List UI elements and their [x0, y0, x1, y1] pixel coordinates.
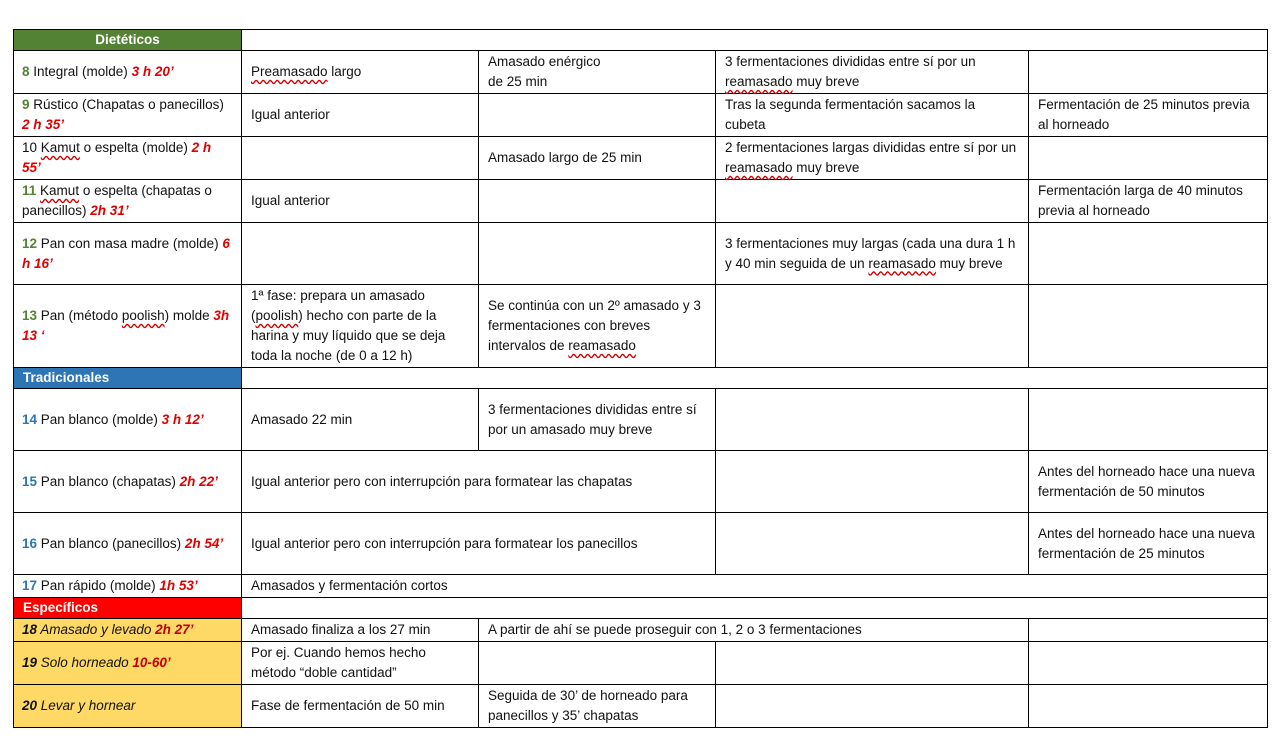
cell — [716, 642, 1029, 685]
table-row — [14, 285, 1268, 368]
program-number: 12 — [22, 235, 38, 251]
program-name: Amasado y levado — [37, 622, 156, 637]
table-row — [14, 389, 1268, 451]
cell: Igual anterior — [242, 94, 479, 137]
cell: A partir de ahí se puede proseguir con 1, 2 o 3 fermentaciones — [479, 619, 1029, 642]
program-time: 3h 13 ‘ — [22, 308, 230, 343]
program-time: 2 h 55’ — [22, 140, 212, 175]
program-number: 20 — [22, 698, 38, 713]
section-header-row — [14, 368, 1268, 389]
cell: Amasado 22 min — [242, 389, 479, 451]
program-cell — [14, 575, 242, 598]
table-row — [14, 642, 1268, 685]
program-time: 10-60’ — [132, 655, 171, 670]
section-label-dieteticos: Dietéticos — [14, 30, 242, 51]
table-row — [14, 223, 1268, 285]
program-name: Pan blanco (molde) — [37, 411, 162, 427]
program-cell: 11 Kamut o espelta (chapatas o panecillos) 2h 31’ — [14, 180, 242, 223]
cell: Fermentación de 25 minutos previa al horneado — [1029, 94, 1268, 137]
cell — [716, 513, 1029, 575]
cell: Amasados y fermentación cortos — [242, 575, 1268, 598]
cell — [1029, 137, 1268, 180]
cell — [1029, 642, 1268, 685]
program-time: 2h 22’ — [179, 473, 218, 489]
cell: Se continúa con un 2º amasado y 3 fermentaciones con breves intervalos de reamasado — [479, 285, 716, 368]
table-row — [14, 451, 1268, 513]
table-row — [14, 94, 1268, 137]
table-row — [14, 575, 1268, 598]
program-number: 18 — [22, 622, 38, 637]
cell: Amasado largo de 25 min — [479, 137, 716, 180]
cell — [1029, 51, 1268, 94]
program-number: 8 — [22, 64, 30, 79]
program-number: 9 — [22, 97, 30, 112]
program-number: 19 — [22, 655, 38, 670]
cell — [716, 451, 1029, 513]
program-cell — [14, 642, 242, 685]
program-name: Solo horneado — [37, 655, 133, 670]
section-header-row — [14, 30, 1268, 51]
program-name: Pan blanco (panecillos) — [37, 535, 185, 551]
table-row — [14, 137, 1268, 180]
cell — [716, 285, 1029, 368]
program-time: 2h 54’ — [184, 535, 224, 551]
section-header-row — [14, 598, 1268, 619]
cell: Amasado finaliza a los 27 min — [242, 619, 479, 642]
cell: Fase de fermentación de 50 min — [242, 685, 479, 728]
program-time: 2h 31’ — [90, 203, 129, 218]
cell: 2 fermentaciones largas divididas entre sí por un reamasado muy breve — [716, 137, 1029, 180]
cell: Amasado enérgico de 25 min — [479, 51, 716, 94]
cell — [242, 137, 479, 180]
cell — [242, 223, 479, 285]
program-cell — [14, 685, 242, 728]
cell — [1029, 685, 1268, 728]
section-filler — [242, 30, 1268, 51]
cell — [479, 94, 716, 137]
program-name: Pan blanco (chapatas) — [37, 473, 180, 489]
program-number: 17 — [22, 578, 38, 593]
program-name: Pan con masa madre (molde) — [37, 235, 223, 251]
program-number: 13 — [22, 308, 38, 323]
cell — [1029, 223, 1268, 285]
cell: Fermentación larga de 40 minutos previa al horneado — [1029, 180, 1268, 223]
table-row — [14, 619, 1268, 642]
table-row — [14, 513, 1268, 575]
program-time: 2 h 35’ — [22, 117, 65, 132]
table-row — [14, 180, 1268, 223]
table-row — [14, 51, 1268, 94]
program-number: 15 — [22, 473, 38, 489]
program-number: 16 — [22, 535, 38, 551]
program-number: 10 — [22, 140, 38, 155]
cell — [479, 180, 716, 223]
bread-programs-table — [13, 29, 1268, 728]
program-number: 14 — [22, 411, 38, 427]
program-cell — [14, 51, 242, 94]
program-cell — [14, 451, 242, 513]
cell — [479, 223, 716, 285]
program-name: Levar y hornear — [37, 698, 136, 713]
cell — [716, 685, 1029, 728]
cell: Seguida de 30’ de horneado para panecillos y 35’ chapatas — [479, 685, 716, 728]
section-filler — [242, 598, 1268, 619]
cell: Igual anterior — [242, 180, 479, 223]
section-filler — [242, 368, 1268, 389]
cell: 3 fermentaciones divididas entre sí por un reamasado muy breve — [716, 51, 1029, 94]
cell: Igual anterior pero con interrupción para formatear los panecillos — [242, 513, 716, 575]
cell: Antes del horneado hace una nueva fermentación de 25 minutos — [1029, 513, 1268, 575]
program-number: 11 — [22, 183, 37, 198]
program-cell — [14, 389, 242, 451]
program-cell — [14, 223, 242, 285]
program-name: Rústico (Chapatas o panecillos) — [29, 97, 224, 112]
program-cell — [14, 513, 242, 575]
cell: Antes del horneado hace una nueva fermentación de 50 minutos — [1029, 451, 1268, 513]
cell: 3 fermentaciones divididas entre sí por un amasado muy breve — [479, 389, 716, 451]
table-row — [14, 685, 1268, 728]
cell — [1029, 285, 1268, 368]
cell: Por ej. Cuando hemos hecho método “doble cantidad” — [242, 642, 479, 685]
program-name: Pan rápido (molde) — [37, 578, 160, 593]
cell — [716, 180, 1029, 223]
program-time: 3 h 12’ — [161, 411, 204, 427]
cell — [716, 389, 1029, 451]
cell: 3 fermentaciones muy largas (cada una dura 1 h y 40 min seguida de un reamasado muy breve — [716, 223, 1029, 285]
cell: Igual anterior pero con interrupción para formatear las chapatas — [242, 451, 716, 513]
cell — [1029, 619, 1268, 642]
cell: Preamasado largo — [242, 51, 479, 94]
section-label-tradicionales: Tradicionales — [14, 368, 242, 389]
program-time: 3 h 20’ — [131, 64, 174, 79]
cell — [479, 642, 716, 685]
program-cell — [14, 619, 242, 642]
cell: Tras la segunda fermentación sacamos la cubeta — [716, 94, 1029, 137]
program-time: 6 h 16’ — [22, 235, 230, 271]
program-time: 2h 27’ — [155, 622, 194, 637]
program-name: Integral (molde) — [29, 64, 132, 79]
cell: 1ª fase: prepara un amasado (poolish) hecho con parte de la harina y muy líquido que se deja toda la noche (de 0 a 12 h) — [242, 285, 479, 368]
program-cell: 13 Pan (método poolish) molde 3h 13 ‘ — [14, 285, 242, 368]
section-label-especificos: Específicos — [14, 598, 242, 619]
program-time: 1h 53’ — [159, 578, 198, 593]
cell — [1029, 389, 1268, 451]
program-cell: 10 Kamut o espelta (molde) 2 h 55’ — [14, 137, 242, 180]
program-cell — [14, 94, 242, 137]
